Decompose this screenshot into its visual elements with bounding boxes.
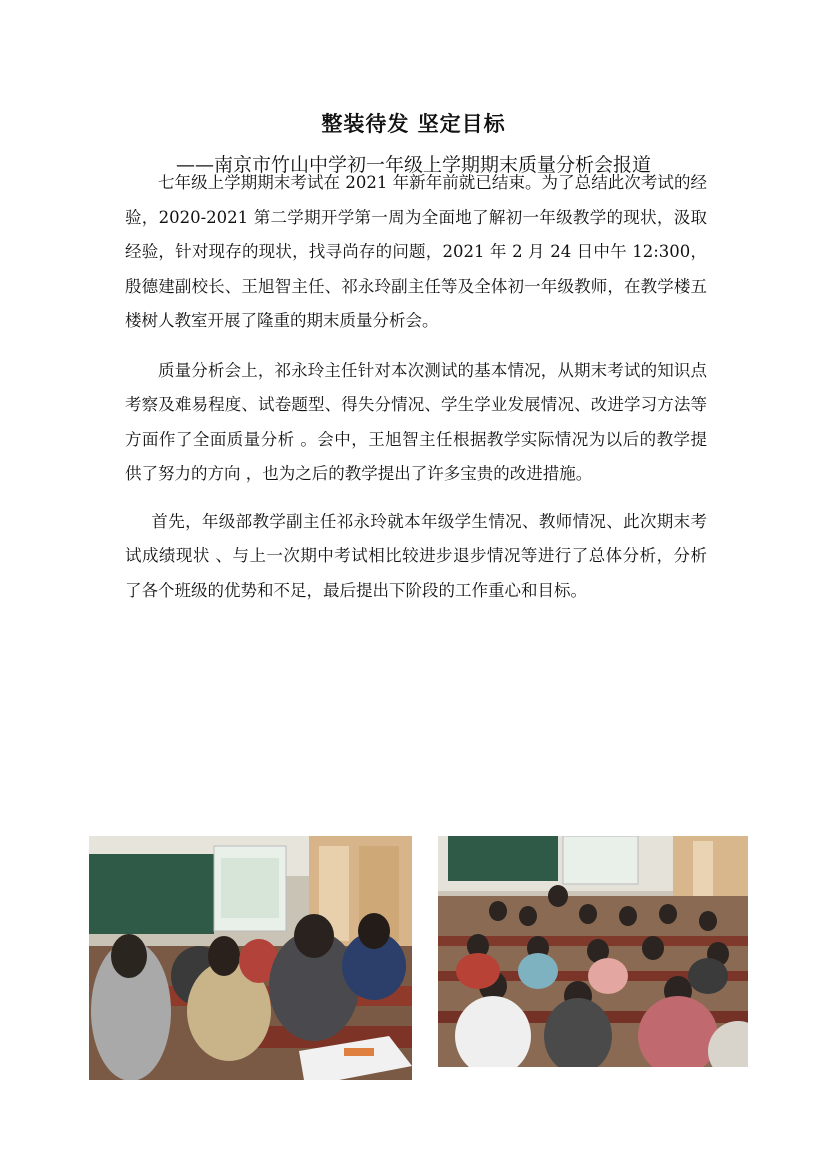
meeting-photo-right — [438, 836, 748, 1067]
article-title: 整装待发 坚定目标 — [321, 111, 506, 136]
article-body — [125, 166, 707, 608]
paragraph-3: 首先，年级部教学副主任祁永玲就本年级学生情况、教师情况、此次期末考试成绩现状 、与上一次期中考试相比较进步退步情况等进行了总体分析，分析了各个班级的优势和不足，最后提出下阶段的工作重心和目标。 — [125, 511, 707, 600]
article-subtitle: ——南京市竹山中学初一年级上学期期末质量分析会报道 — [175, 154, 651, 176]
paragraph-2: 质量分析会上，祁永玲主任针对本次测试的基本情况，从期末考试的知识点考察及难易程度、试卷题型、得失分情况、学生学业发展情况、改进学习方法等方面作了全面质量分析 。会中，王旭智主任根据教学实际情况为以后的教学提供了努力的方向 ，也为之后的教学提出了许多宝贵的改进措施。 — [125, 360, 707, 483]
meeting-photo-left — [89, 836, 412, 1080]
paragraph-1: 七年级上学期期末考试在 2021 年新年前就已结束。为了总结此次考试的经验，2020-2021 第二学期开学第一周为全面地了解初一年级教学的现状，汲取经验，针对现存的现状，找寻尚存的问题，2021 年 2 月 24 日中午 12:300，殷德建副校长、王旭智主任、祁永玲副主任等及全体初一年级教师，在教学楼五楼树人教室开展了隆重的期末质量分析会。 — [125, 173, 707, 330]
